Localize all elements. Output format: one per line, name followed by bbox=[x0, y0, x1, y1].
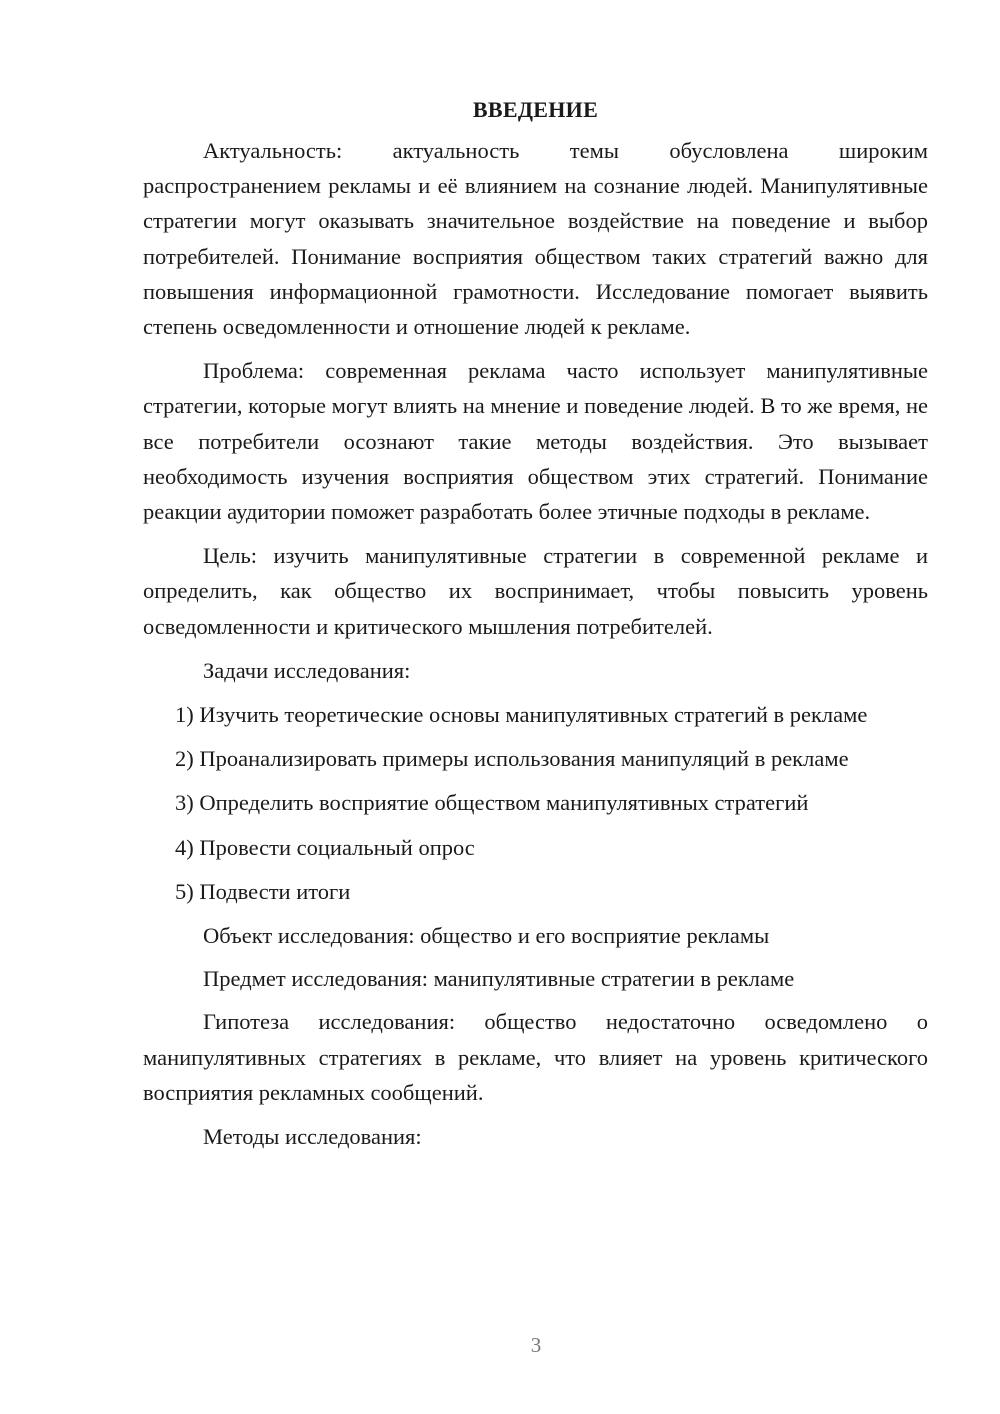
task-item-4: 4) Провести социальный опрос bbox=[175, 834, 475, 860]
paragraph-relevance: Актуальность: актуальность темы обусловлена широким распространением рекламы и её влиянием на сознание людей. Манипулятивные стратегии могут оказывать значительное воздействие на поведение и выбор потребителей. Понимание восприятия обществом таких стратегий важно для повышения информационной грамотности. Исследование помогает выявить степень осведомленности и отношение людей к рекламе. bbox=[143, 138, 928, 340]
task-item-1: 1) Изучить теоретические основы манипулятивных стратегий в рекламе bbox=[175, 702, 868, 728]
task-item-5: 5) Подвести итоги bbox=[175, 878, 351, 904]
paragraph-object: Объект исследования: общество и его восприятие рекламы bbox=[203, 923, 770, 949]
paragraph-problem: Проблема: современная реклама часто использует манипулятивные стратегии, которые могут влиять на мнение и поведение людей. В то же время, не все потребители осознают такие методы воздействия. Это вызывает необходимость изучения восприятия обществом этих стратегий. Понимание реакции аудитории поможет разработать более этичные подходы в рекламе. bbox=[143, 358, 928, 525]
page-number: 3 bbox=[530, 1333, 542, 1357]
methods-heading: Методы исследования: bbox=[203, 1124, 422, 1150]
tasks-heading: Задачи исследования: bbox=[203, 657, 411, 683]
task-item-2: 2) Проанализировать примеры использования манипуляций в рекламе bbox=[175, 746, 849, 772]
task-item-3: 3) Определить восприятие обществом манипулятивных стратегий bbox=[175, 790, 809, 816]
section-title: ВВЕДЕНИЕ bbox=[472, 97, 599, 122]
document-page bbox=[143, 95, 928, 1163]
paragraph-hypothesis: Гипотеза исследования: общество недостаточно осведомлено о манипулятивных стратегиях в рекламе, что влияет на уровень критического восприятия рекламных сообщений. bbox=[143, 1009, 928, 1105]
paragraph-subject: Предмет исследования: манипулятивные стратегии в рекламе bbox=[203, 966, 795, 992]
paragraph-goal: Цель: изучить манипулятивные стратегии в современной рекламе и определить, как общество их воспринимает, чтобы повысить уровень осведомленности и критического мышления потребителей. bbox=[143, 543, 928, 639]
